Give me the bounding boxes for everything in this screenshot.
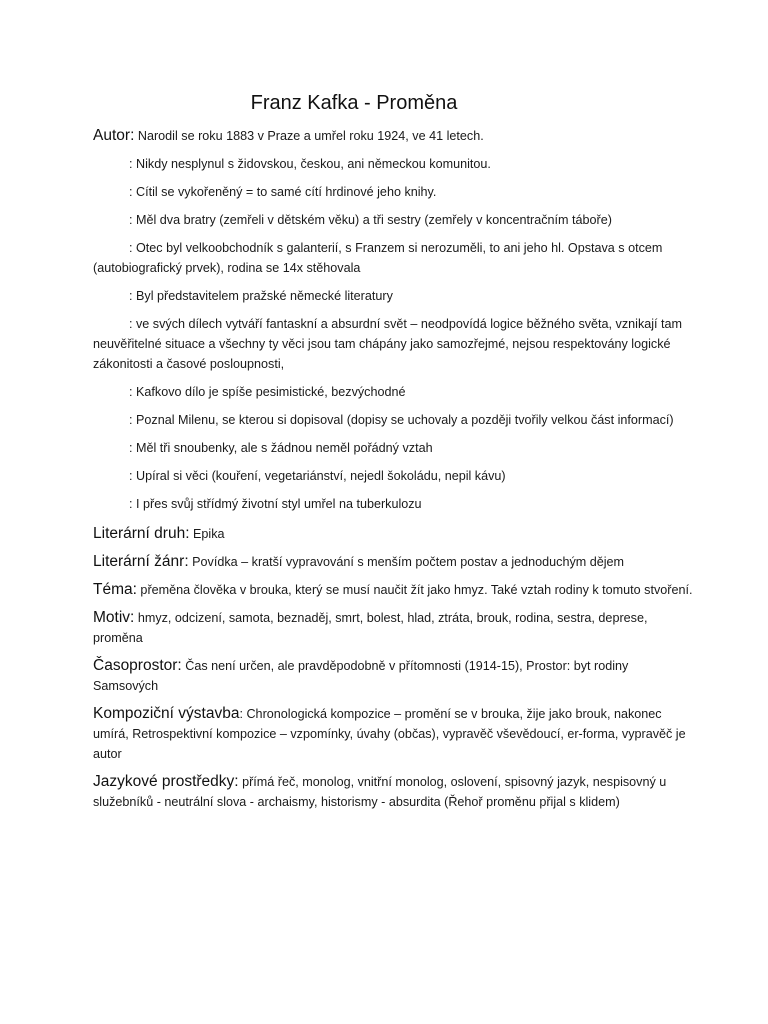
author-point: : I přes svůj střídmý životní styl umřel na tuberkulozu [129,497,422,511]
page-title: Franz Kafka - Proměna [250,92,458,114]
author-label-colon: : [130,127,135,144]
author-point: : Měl dva bratry (zemřeli v dětském věku) a tři sestry (zemřely v koncentračním táboře) [129,213,612,227]
section-text: Epika [189,527,225,541]
author-label: Autor [93,127,131,144]
author-intro-text: Narodil se roku 1883 v Praze a umřel roku 1924, ve 41 letech. [134,129,484,143]
section-text: Povídka – kratší vypravování s menším počtem postav a jednoduchým dějem [188,555,625,569]
author-point: : Otec byl velkoobchodník s galanterií, s Franzem si nerozuměli, to ani jeho hl. Opstava s otcem (autobiografický prvek), rodina se 14x stěhovala [93,241,663,275]
section-text: Čas není určen, ale pravděpodobně v přítomnosti (1914-15), Prostor: byt rodiny Samsových [93,659,629,693]
section-text: hmyz, odcizení, samota, beznaděj, smrt, bolest, hlad, ztráta, brouk, rodina, sestra, deprese, proměna [93,611,648,645]
author-point: : Upíral si věci (kouření, vegetariánství, nejedl šokoládu, nepil kávu) [129,469,506,483]
section-time-space [93,656,693,696]
author-intro [93,126,693,146]
section-language-means [93,772,693,812]
section-label: Kompoziční výstavba [93,705,240,722]
author-point: : Měl tři snoubenky, ale s žádnou neměl pořádný vztah [129,441,433,455]
section-label: Téma: [93,581,137,598]
author-point: : Poznal Milenu, se kterou si dopisoval (dopisy se uchovaly a později tvořily velkou část informací) [129,413,674,427]
section-literary-genre [93,552,693,572]
section-theme [93,580,693,600]
document-body [93,126,693,812]
section-literary-kind [93,524,693,544]
section-composition [93,704,693,764]
section-label: Literární druh: [93,525,190,542]
section-label: Časoprostor: [93,657,182,674]
section-text: : Chronologická kompozice – promění se v brouka, žije jako brouk, nakonec umírá, Retrospektivní kompozice – vzpomínky, úvahy (občas), vypravěč vševědoucí, er-forma, vypravěč je autor [93,707,686,761]
section-label: Jazykové prostředky: [93,773,239,790]
author-point: : Nikdy nesplynul s židovskou, českou, ani německou komunitou. [129,157,491,171]
author-point: : Byl představitelem pražské německé literatury [129,289,393,303]
section-label: Literární žánr: [93,553,189,570]
section-motif [93,608,693,648]
section-label: Motiv: [93,609,135,626]
section-text: přímá řeč, monolog, vnitřní monolog, oslovení, spisovný jazyk, nespisovný u služebníků - neutrální slova - archaismy, historismy - absurdita (Řehoř proměnu přijal s klidem) [93,775,667,809]
author-point: : Kafkovo dílo je spíše pesimistické, bezvýchodné [129,385,406,399]
author-point: : ve svých dílech vytváří fantaskní a absurdní svět – neodpovídá logice běžného světa, vznikají tam neuvěřitelné situace a všechny ty věci jsou tam chápány jako samozřejmé, nejsou respektovány logické zákonitosti a časové posloupnosti, [93,317,683,371]
section-text: přeměna člověka v brouka, který se musí naučit žít jako hmyz. Také vztah rodiny k tomuto stvoření. [136,583,693,597]
author-point: : Cítil se vykořeněný = to samé cítí hrdinové jeho knihy. [129,185,437,199]
